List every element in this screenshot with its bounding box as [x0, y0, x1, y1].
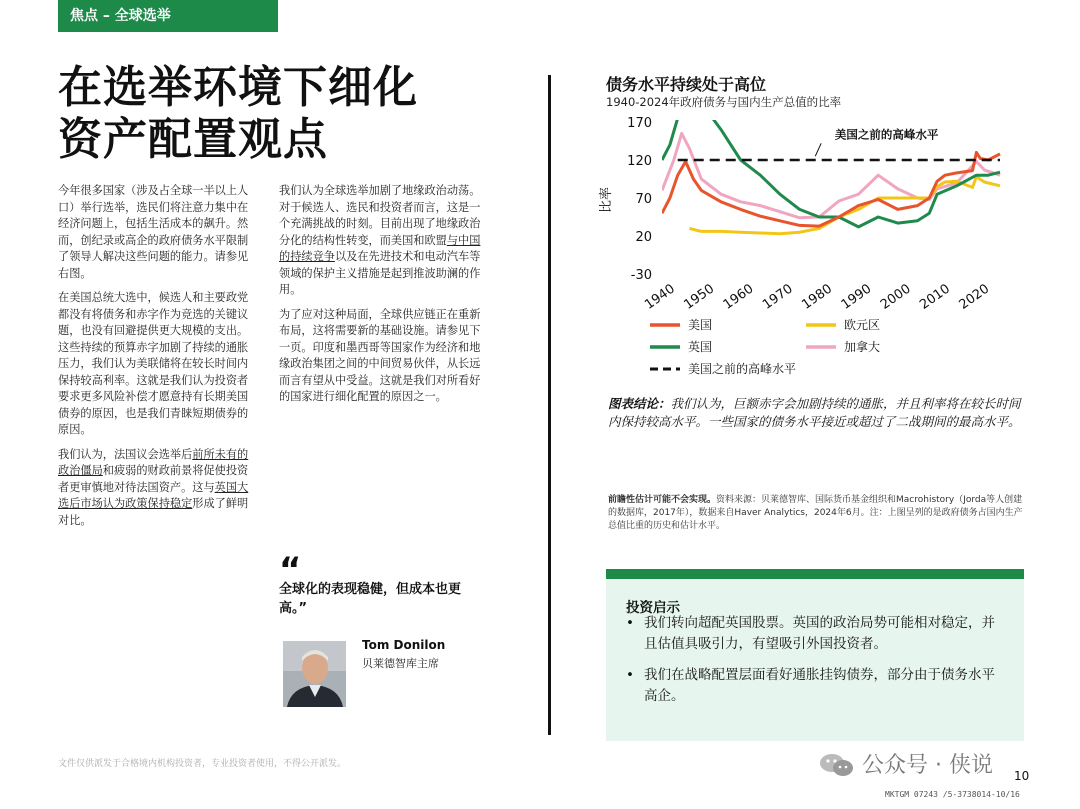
watermark: 公众号 · 侠说: [862, 753, 993, 778]
conclusion-label: 图表结论：: [608, 396, 671, 411]
body-column-2: [279, 183, 489, 414]
legend-label-us: 美国: [688, 318, 713, 332]
x-axis: [642, 281, 992, 312]
paragraph-text: 以及在先进技术和电动汽车等领域的保护主义措施是起到推波助澜的作用。: [279, 250, 481, 296]
insight-title: 投资启示: [626, 600, 680, 616]
x-tick-label: 1980: [799, 281, 836, 313]
x-tick-label: 2020: [956, 281, 993, 313]
document-code: MKTGM 07243 /5-3738014-10/16: [885, 790, 1020, 799]
series-layer: [662, 108, 1000, 234]
chart-subtitle: 1940-2024年政府债务与国内生产总值的比率: [606, 95, 842, 109]
y-tick-label: 20: [635, 230, 652, 245]
paragraph: [279, 183, 489, 299]
insight-list: [626, 613, 1006, 717]
pull-quote: 全球化的表现稳健，但成本也更高。”: [279, 582, 462, 616]
insight-bullet: • 我们在战略配置层面看好通胀挂钩债券，部分由于债务水平高企。: [626, 665, 1006, 707]
x-tick-label: 1970: [760, 281, 796, 313]
person-role: 贝莱德智库主席: [362, 657, 439, 670]
link-china-competition[interactable]: 与中国的持续竞争: [279, 233, 481, 263]
paragraph: 为了应对这种局面，全球供应链正在重新布局，这将需要新的基础设施。请参见下一页。印度和墨西哥等国家作为经济和地缘政治集团之间的中间贸易伙伴，从长远而言有望从中受益。这就是我们对所看好的国家进行细化配置的原因之一。: [279, 307, 481, 403]
source-text: 资料来源：贝莱德智库、国际货币基金组织和Macrohistory（Jorda等人创建的数据库，2017年），数据来自Haver Analytics，2024年6月。注：上图呈列的是政府债务占国内生产总值比重的历史和估计水平。: [608, 495, 1023, 531]
x-tick-label: 2010: [917, 281, 953, 313]
article-title: [58, 62, 418, 166]
body-column-1: [58, 183, 258, 537]
y-axis-label: 比率: [599, 186, 614, 214]
y-tick-label: 170: [627, 116, 652, 131]
chart-title: 债务水平持续处于高位: [606, 75, 767, 94]
column-divider: [548, 75, 551, 735]
title-line-2: 资产配置观点: [58, 114, 328, 165]
insight-bullet: • 我们转向超配英国股票。英国的政治局势可能相对稳定，并且估值具吸引力，有望吸引外国投资者。: [626, 613, 1006, 655]
paragraph-text: 我们认为全球选举加剧了地缘政治动荡。对于候选人、选民和投资者而言，这是一个充满挑战的时刻。目前出现了地缘政治分化的结构性转变，而美国和欧盟: [279, 184, 481, 247]
page-number: 10: [1014, 769, 1030, 783]
title-line-1: 在选举环境下细化: [58, 62, 418, 113]
paragraph-text: 我们认为，法国议会选举后: [58, 447, 193, 461]
paragraph-text: 和疲弱的财政前景将促使投资者更审慎地对待法国资产。这与: [58, 464, 249, 494]
legend-label-canada: 加拿大: [844, 340, 881, 354]
x-tick-label: 1960: [720, 281, 757, 313]
wechat-icon: [818, 752, 858, 778]
legend-label-euro: 欧元区: [844, 318, 881, 332]
footer-disclaimer: 文件仅供派发于合格境内机构投资者，专业投资者使用，不得公开派发。: [58, 759, 347, 769]
x-tick-label: 1940: [642, 281, 678, 313]
chart-conclusion: [608, 395, 1028, 431]
quote-mark-icon: “: [279, 550, 302, 590]
paragraph: 在美国总统大选中，候选人和主要政党都没有将债务和赤字作为竞选的关键议题，也没有回避提供更大规模的支出。这些持续的预算赤字加剧了持续的通胀压力，我们认为美联储将在较长时间内保持较高利率。这就是我们认为投资者要求更多风险补偿才愿意持有长期美国债券的原因，也是我们青睐短期债券的原因。: [58, 291, 249, 436]
paragraph: 今年很多国家（涉及占全球一半以上人口）举行选举，选民们将注意力集中在经济问题上，包括生活成本的飙升。然而，创纪录或高企的政府债务水平限制了领导人解决这些问题的能力。请参见右图。: [58, 184, 249, 280]
chart-source: [608, 494, 1028, 533]
legend-label-peak: 美国之前的高峰水平: [688, 362, 797, 376]
link-uk-stability[interactable]: 英国大选后市场认为政策保持稳定: [58, 480, 249, 510]
conclusion-text: 我们认为，巨额赤字会加剧持续的通胀，并且利率将在较长时间内保持较高水平。一些国家的债务水平接近或超过了二战期间的最高水平。: [608, 396, 1021, 429]
y-tick-label: 120: [627, 154, 652, 169]
section-tag: 焦点 – 全球选举: [58, 0, 278, 32]
y-tick-label: 70: [635, 192, 652, 207]
paragraph-text: 形成了鲜明对比。: [58, 497, 249, 527]
paragraph: [58, 447, 258, 530]
y-axis: [627, 116, 652, 283]
link-french-deadlock[interactable]: 前所未有的政治僵局: [58, 447, 249, 477]
peak-annotation: 美国之前的高峰水平: [834, 127, 939, 142]
x-tick-label: 2000: [877, 281, 914, 313]
annotation-pointer: [815, 143, 821, 156]
x-tick-label: 1950: [681, 281, 718, 313]
chart-legend: [648, 314, 938, 386]
portrait-photo: [283, 641, 346, 707]
y-tick-label: -30: [630, 268, 652, 283]
insight-accent-bar: [606, 569, 1024, 579]
person-name: Tom Donilon: [362, 638, 446, 652]
x-tick-label: 1990: [838, 281, 875, 313]
source-disclaimer: 前瞻性估计可能不会实现。: [608, 495, 717, 505]
portrait-image: [283, 641, 346, 707]
legend-label-uk: 英国: [688, 340, 713, 354]
